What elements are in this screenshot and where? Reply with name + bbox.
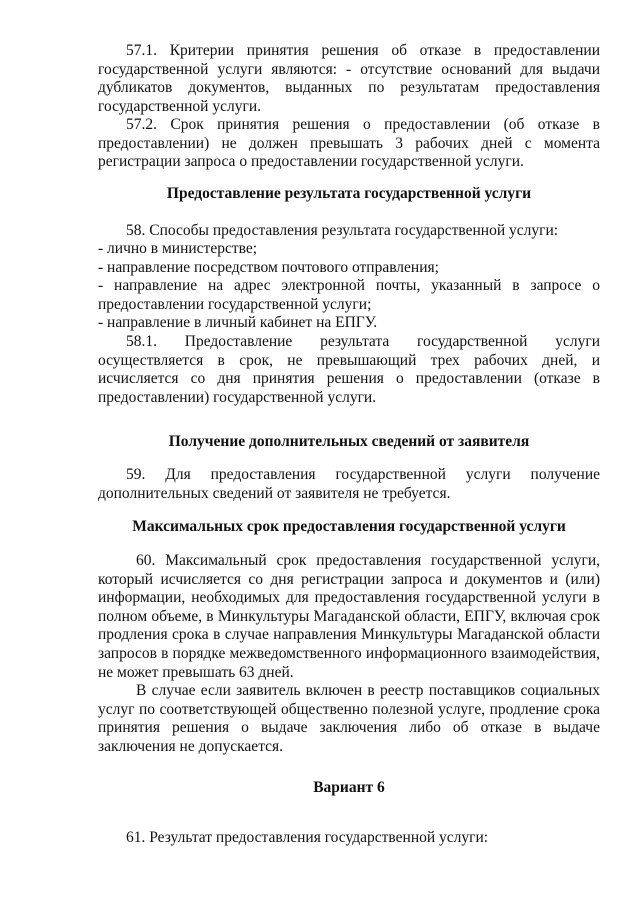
paragraph-57-2: 57.2. Срок принятия решения о предоставлении (об отказе в предоставлении) не должен превышать 3 рабочих дней с момента регистрации запроса о предоставлении государственной услуги. bbox=[98, 116, 600, 171]
list-item: - направление в личный кабинет на ЕПГУ. bbox=[98, 314, 378, 331]
heading-max-term: Максимальных срок предоставления государственной услуги bbox=[132, 518, 566, 535]
paragraph-59: 59. Для предоставления государственной услуги получение дополнительных сведений от заявителя не требуется. bbox=[98, 466, 600, 502]
heading-result-delivery: Предоставление результата государственной услуги bbox=[166, 185, 532, 202]
paragraph-60: 60. Максимальный срок предоставления государственной услуги, который исчисляется со дня регистрации запроса и документов и (или) информации, необходимых для предоставления государственной услуги в полном объеме, в Минкультуры Магаданской области, ЕПГУ, включая срок продления срока в случае направления Минкультуры Магаданской области запросов в порядке межведомственного информационного взаимодействия, не может превышать 63 дней. bbox=[98, 552, 600, 681]
paragraph-58: 58. Способы предоставления результата государственной услуги: bbox=[126, 222, 559, 239]
paragraph-60-2: В случае если заявитель включен в реестр поставщиков социальных услуг по соответствующей общественно полезной услуге, продление срока принятия решения о выдаче заключения либо об отказе в выдаче заключения не допускается. bbox=[98, 682, 600, 755]
list-item: - лично в министерстве; bbox=[98, 240, 258, 257]
list-item: - направление на адрес электронной почты, указанный в запросе о предоставлении государственной услуги; bbox=[98, 277, 600, 313]
paragraph-61: 61. Результат предоставления государственной услуги: bbox=[126, 829, 489, 846]
paragraph-58-1: 58.1. Предоставление результата государственной услуги осуществляется в срок, не превышающий трех рабочих дней, и исчисляется со дня принятия решения о предоставлении (отказе в предоставлении) государственной услуги. bbox=[98, 333, 600, 406]
heading-additional-info: Получение дополнительных сведений от заявителя bbox=[168, 433, 530, 450]
list-item: - направление посредством почтового отправления; bbox=[98, 259, 439, 276]
heading-variant-6: Вариант 6 bbox=[313, 779, 385, 796]
paragraph-57-1: 57.1. Критерии принятия решения об отказе в предоставлении государственной услуги являются: - отсутствие оснований для выдачи дубликатов документов, выданных по результатам предоставления государственной услуги. bbox=[98, 42, 600, 115]
